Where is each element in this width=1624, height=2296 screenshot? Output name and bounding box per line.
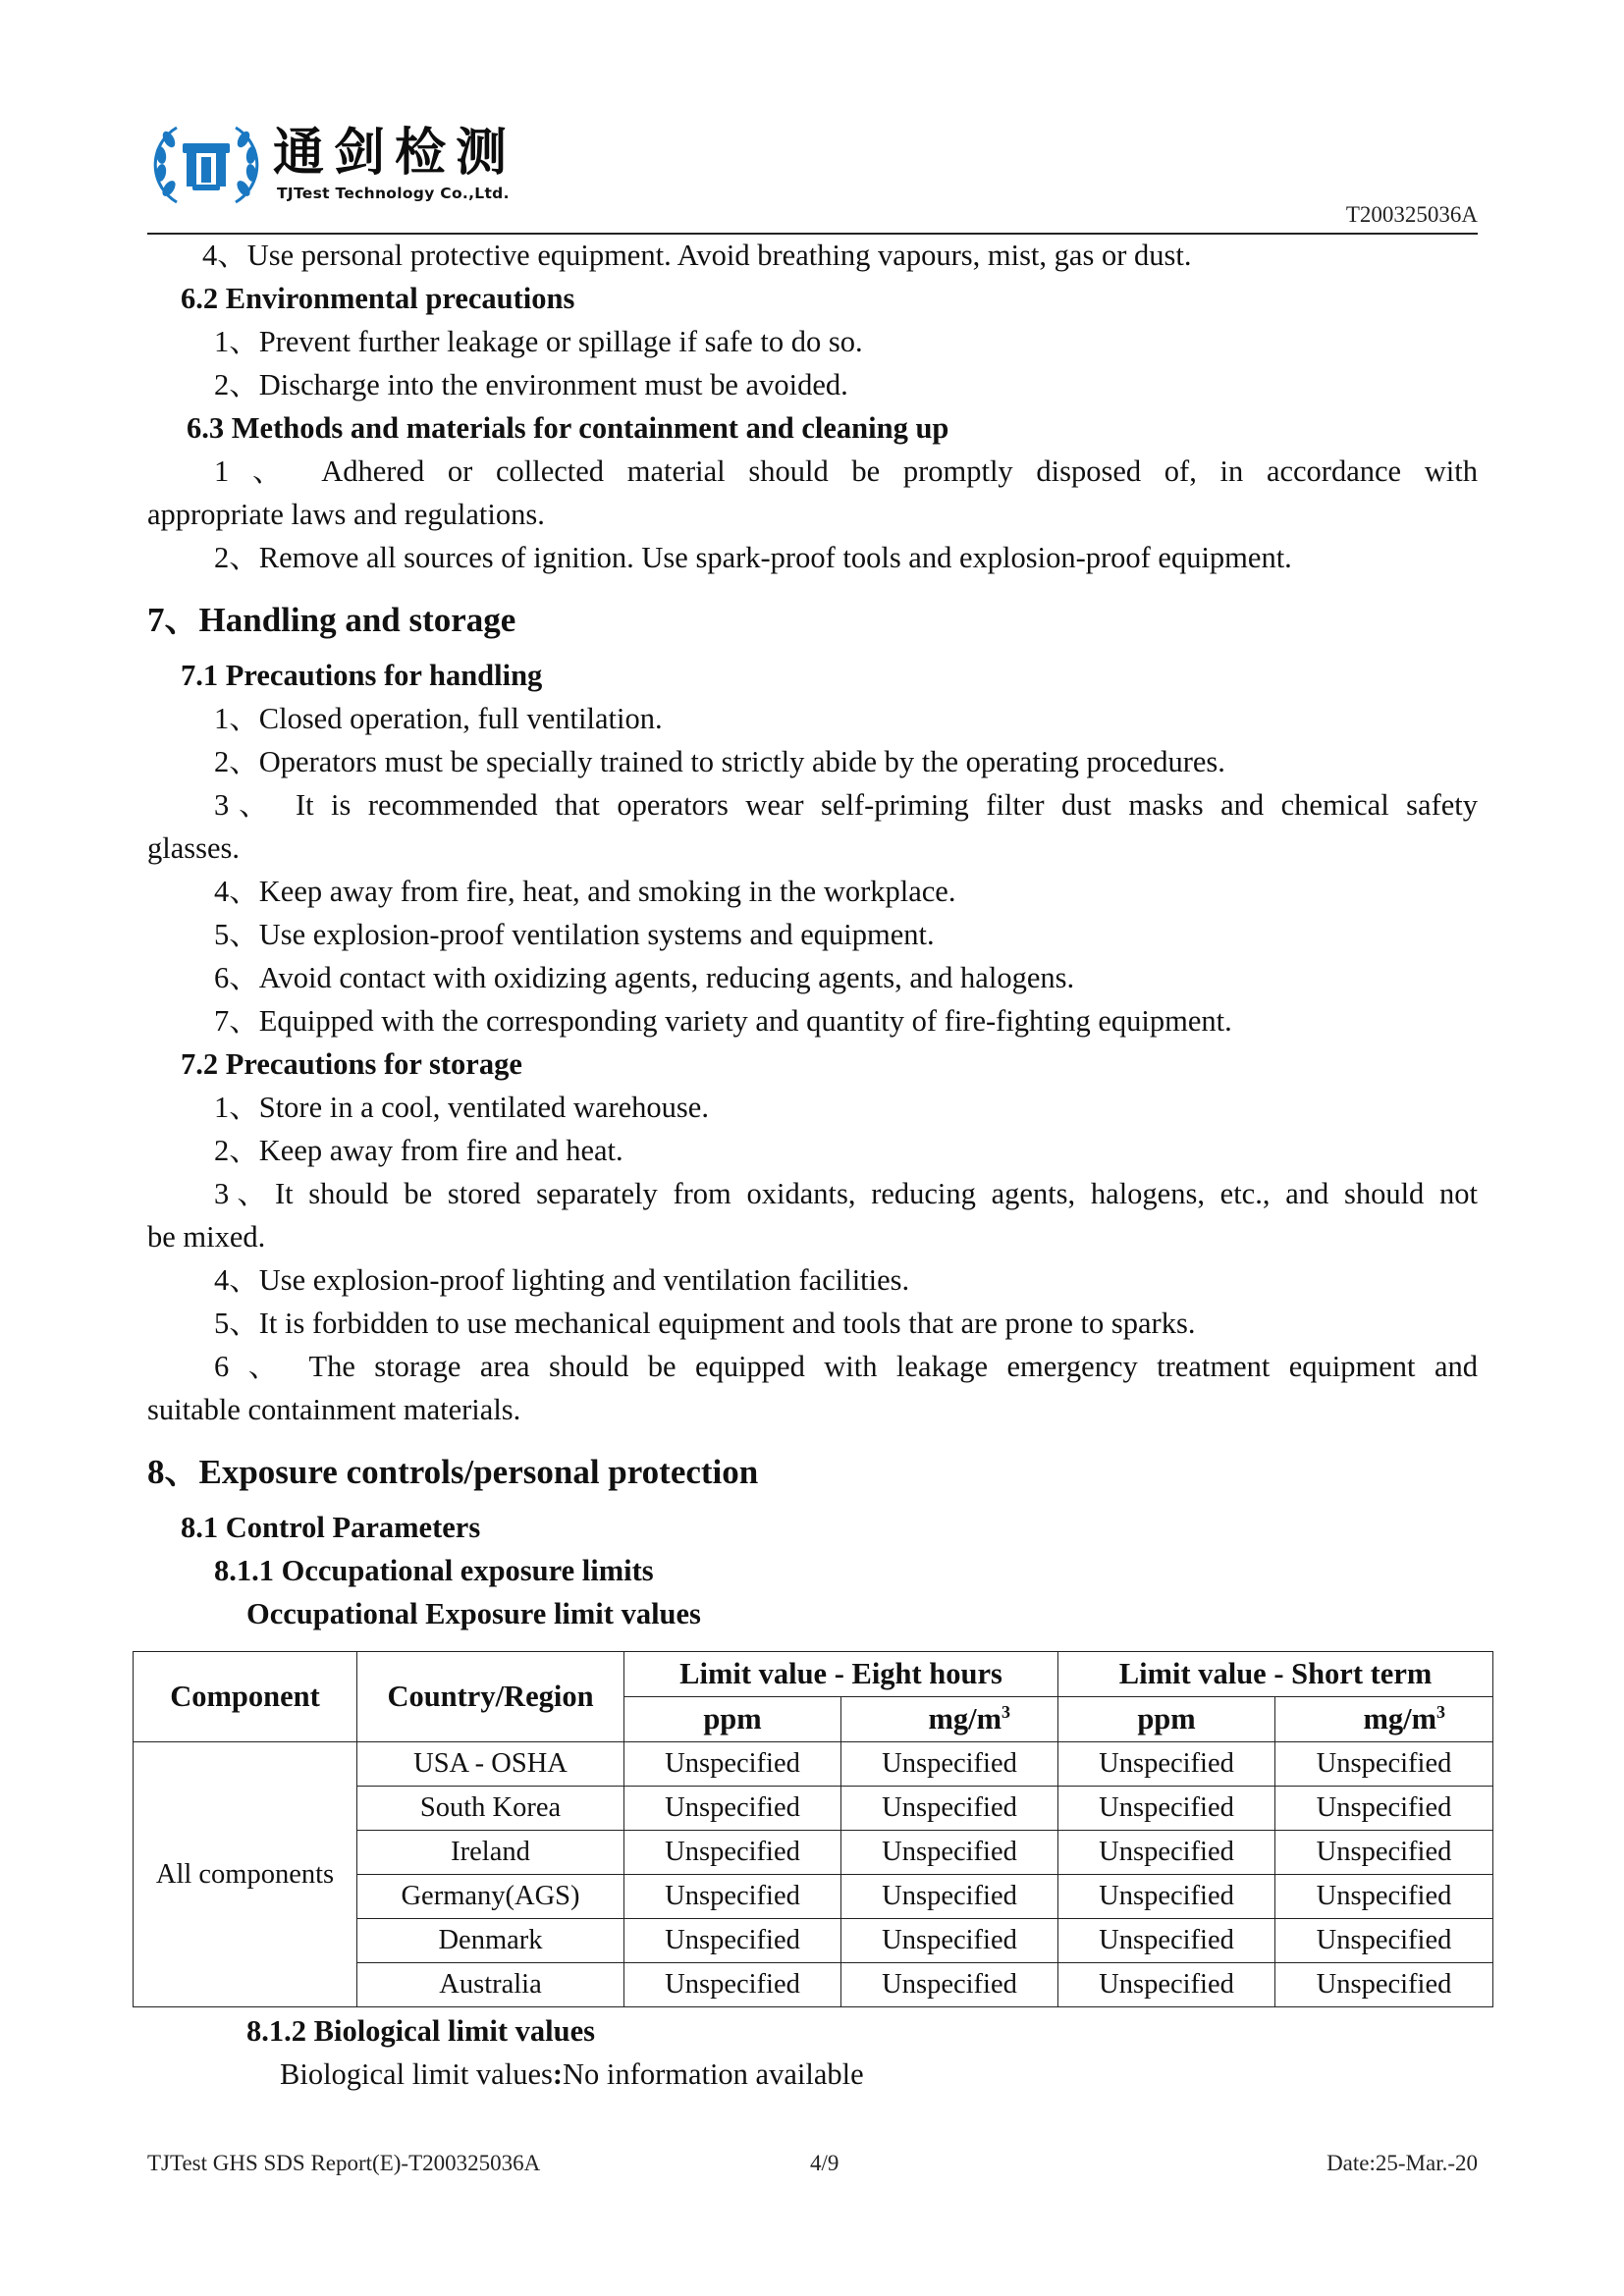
paragraph: 2、Keep away from fire and heat. (214, 1134, 623, 1167)
header-short-term: Limit value - Short term (1058, 1652, 1493, 1697)
value-cell: Unspecified (841, 1831, 1058, 1875)
paragraph: 5、It is forbidden to use mechanical equipment and tools that are prone to sparks. (214, 1307, 1196, 1340)
value-cell: Unspecified (624, 1787, 841, 1831)
paragraph: 3、It should be stored separately from oxidants, reducing agents, halogens, etc., and should not (214, 1177, 1478, 1210)
table-header-row (134, 1652, 1493, 1697)
component-cell: All components (134, 1742, 357, 2007)
table-title: Occupational Exposure limit values (246, 1597, 701, 1630)
exposure-limits-table (133, 1651, 1493, 2007)
subsection-heading-7-2: 7.2 Precautions for storage (181, 1047, 522, 1081)
value-cell: Unspecified (841, 1742, 1058, 1787)
paragraph: 2、Remove all sources of ignition. Use spark-proof tools and explosion-proof equipment. (214, 541, 1292, 574)
subsection-heading-8-1-2: 8.1.2 Biological limit values (246, 2014, 595, 2048)
value-cell: Unspecified (1275, 1831, 1493, 1875)
paragraph: 7、Equipped with the corresponding variety and quantity of fire-fighting equipment. (214, 1004, 1232, 1038)
paragraph: 4、Keep away from fire, heat, and smoking in the workplace. (214, 875, 956, 908)
value-cell: Unspecified (1058, 1963, 1275, 2007)
unit-mg-m3: $mg/m^3$ (841, 1697, 1058, 1742)
table-row (134, 1742, 1493, 1787)
value-cell: Unspecified (624, 1831, 841, 1875)
unit-ppm: ppm (1058, 1697, 1275, 1742)
paragraph: 5、Use explosion-proof ventilation systems and equipment. (214, 918, 935, 951)
subsection-heading-6-3: 6.3 Methods and materials for containment and cleaning up (187, 411, 949, 445)
bio-label: Biological limit values (280, 2057, 553, 2091)
paragraph: 4、Use personal protective equipment. Avoid breathing vapours, mist, gas or dust. (202, 239, 1192, 272)
logo-emblem-icon (147, 116, 265, 214)
value-cell: Unspecified (1275, 1963, 1493, 2007)
biological-limits-block (147, 2009, 1478, 2096)
value-cell: Unspecified (624, 1963, 841, 2007)
country-cell: South Korea (357, 1787, 624, 1831)
unit-ppm: ppm (624, 1697, 841, 1742)
subsection-heading-8-1-1: 8.1.1 Occupational exposure limits (214, 1554, 654, 1587)
country-cell: Australia (357, 1963, 624, 2007)
country-cell: USA - OSHA (357, 1742, 624, 1787)
company-logo (147, 116, 579, 214)
bio-value: No information available (563, 2057, 864, 2091)
paragraph: 3、 It is recommended that operators wear self-priming filter dust masks and chemical safety (214, 788, 1478, 822)
section-heading-8: 8、Exposure controls/personal protection (147, 1453, 759, 1491)
unit-mg-m3: $mg/m^3$ (1275, 1697, 1493, 1742)
subsection-heading-6-2: 6.2 Environmental precautions (181, 282, 575, 315)
value-cell: Unspecified (841, 1875, 1058, 1919)
document-body (147, 234, 1478, 1635)
country-cell: Ireland (357, 1831, 624, 1875)
bio-colon: : (552, 2057, 564, 2091)
company-name-en: TJTest Technology Co.,Ltd. (277, 185, 510, 202)
header-eight-hours: Limit value - Eight hours (624, 1652, 1058, 1697)
value-cell: Unspecified (1275, 1742, 1493, 1787)
paragraph-continuation: appropriate laws and regulations. (147, 498, 545, 531)
header-country: Country/Region (357, 1652, 624, 1742)
value-cell: Unspecified (841, 1963, 1058, 2007)
paragraph: 6 、 The storage area should be equipped with leakage emergency treatment equipment and (214, 1350, 1478, 1383)
value-cell: Unspecified (1058, 1742, 1275, 1787)
document-id: T200325036A (1345, 202, 1478, 227)
biological-limit-text (147, 2053, 1478, 2096)
country-cell: Denmark (357, 1919, 624, 1963)
paragraph: 4、Use explosion-proof lighting and ventilation facilities. (214, 1263, 910, 1297)
value-cell: Unspecified (624, 1919, 841, 1963)
header-component: Component (134, 1652, 357, 1742)
value-cell: Unspecified (624, 1875, 841, 1919)
value-cell: Unspecified (1058, 1875, 1275, 1919)
value-cell: Unspecified (841, 1787, 1058, 1831)
paragraph: 1、Closed operation, full ventilation. (214, 702, 663, 735)
subsection-heading-7-1: 7.1 Precautions for handling (181, 659, 543, 692)
value-cell: Unspecified (1058, 1831, 1275, 1875)
page-header (147, 116, 1478, 234)
section-heading-7: 7、Handling and storage (147, 601, 516, 639)
paragraph-continuation: be mixed. (147, 1220, 266, 1254)
subsection-heading-8-1: 8.1 Control Parameters (181, 1511, 481, 1544)
footer-page-number: 4/9 (810, 2151, 839, 2175)
value-cell: Unspecified (1275, 1919, 1493, 1963)
paragraph: 2、Discharge into the environment must be avoided. (214, 368, 848, 401)
value-cell: Unspecified (1275, 1875, 1493, 1919)
footer-report-name: TJTest GHS SDS Report(E)-T200325036A (147, 2151, 541, 2175)
company-name-cn: 通剑检测 (273, 124, 517, 183)
value-cell: Unspecified (1058, 1919, 1275, 1963)
value-cell: Unspecified (841, 1919, 1058, 1963)
paragraph-continuation: glasses. (147, 831, 241, 865)
paragraph-continuation: suitable containment materials. (147, 1393, 521, 1426)
paragraph: 1、Store in a cool, ventilated warehouse. (214, 1091, 709, 1124)
country-cell: Germany(AGS) (357, 1875, 624, 1919)
value-cell: Unspecified (1058, 1787, 1275, 1831)
footer-date: Date:25-Mar.-20 (1326, 2151, 1478, 2175)
paragraph: 1 、 Adhered or collected material should be promptly disposed of, in accordance with (214, 454, 1478, 488)
value-cell: Unspecified (624, 1742, 841, 1787)
paragraph: 1、Prevent further leakage or spillage if safe to do so. (214, 325, 863, 358)
paragraph: 6、Avoid contact with oxidizing agents, reducing agents, and halogens. (214, 961, 1075, 994)
paragraph: 2、Operators must be specially trained to strictly abide by the operating procedures. (214, 745, 1225, 778)
value-cell: Unspecified (1275, 1787, 1493, 1831)
